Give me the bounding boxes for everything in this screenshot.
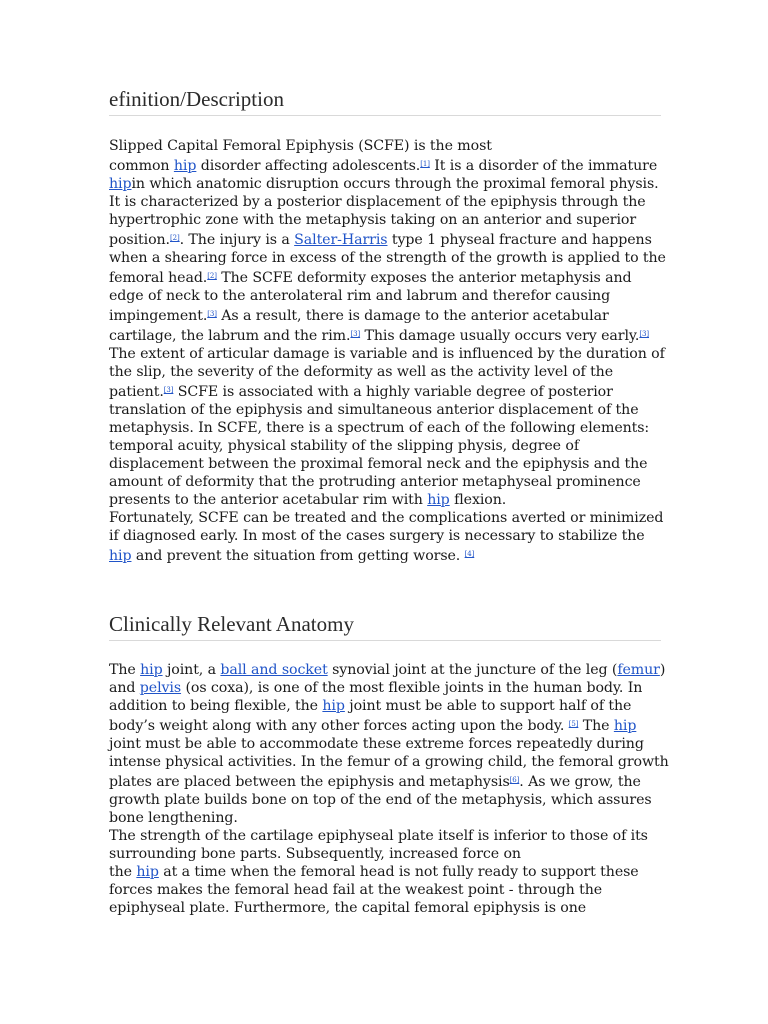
citation-ref[interactable]: [2] — [169, 234, 180, 242]
link-hip[interactable]: hip — [140, 662, 163, 678]
text-run: SCFE is associated with a highly variable degree of posterior translation of the epiphysis and simultaneous anterior displacement of the metaphysis. In SCFE, there is a spectrum of each of the following elements: temporal acuity, physical stability of the slipping physis, degree of displacement between the proximal femoral neck and the epiphysis and the amount of deformity that the protruding anterior metaphyseal prominence presents to the anterior acetabular rim with — [109, 384, 650, 508]
text-run: The extent of articular damage is variable and is influenced by the duration of the slip, the severity of the deformity as well as the activity level of the patient. — [109, 346, 665, 400]
text-run: ) and — [109, 662, 666, 696]
text-run: and prevent the situation from getting worse. — [131, 548, 465, 564]
text-run: (os coxa), is one of the most flexible joints in the human body. In addition to being flexible, the — [109, 680, 643, 714]
link-femur[interactable]: femur — [617, 662, 660, 678]
text-run: Slipped Capital Femoral Epiphysis (SCFE) is the most — [109, 138, 492, 154]
text-run: in which anatomic disruption occurs through the proximal femoral physis. It is characterized by a posterior displacement of the epiphysis through the hypertrophic zone with the metaphysis taking on an anterior and superior position. — [109, 176, 659, 248]
citation-ref[interactable]: [3] — [163, 386, 174, 394]
citation-ref[interactable]: [3] — [350, 330, 361, 338]
text-run: synovial joint at the juncture of the leg ( — [327, 662, 618, 678]
link-ball-and-socket[interactable]: ball and socket — [220, 662, 328, 678]
section-heading-definition: efinition/Description — [109, 86, 661, 116]
text-run: common — [109, 158, 174, 174]
citation-ref[interactable]: [3] — [639, 330, 649, 338]
citation-ref[interactable]: [2] — [207, 272, 217, 280]
text-run: This damage usually occurs very early. — [360, 328, 640, 344]
text-run: The SCFE deformity exposes the anterior metaphysis and edge of neck to the anterolateral rim and labrum and therefor causing impingement. — [109, 270, 632, 324]
link-hip[interactable]: hip — [109, 548, 132, 564]
link-pelvis[interactable]: pelvis — [139, 680, 182, 696]
citation-ref[interactable]: [6] — [509, 776, 520, 784]
section-heading-anatomy: Clinically Relevant Anatomy — [109, 611, 661, 641]
link-hip[interactable]: hip — [427, 492, 450, 508]
text-run: the — [109, 864, 137, 880]
text-run: flexion. — [449, 492, 507, 508]
link-salter-harris[interactable]: Salter-Harris — [294, 232, 388, 248]
link-hip[interactable]: hip — [136, 864, 159, 880]
text-run: Fortunately, SCFE can be treated and the complications averted or minimized if diagnosed early. In most of the cases surgery is necessary to stabilize the — [109, 510, 664, 544]
text-run: The — [578, 718, 614, 734]
text-run: The — [109, 662, 141, 678]
citation-ref[interactable]: [1] — [420, 160, 430, 168]
text-run: . The injury is a — [179, 232, 295, 248]
text-run: The strength of the cartilage epiphyseal plate itself is inferior to those of its surrounding bone parts. Subsequently, increased force on — [109, 828, 648, 862]
citation-ref[interactable]: [4] — [464, 550, 475, 558]
citation-ref[interactable]: [3] — [207, 310, 217, 318]
text-run: . As we grow, the growth plate builds bone on top of the end of the metaphysis, which assures bone lengthening. — [109, 774, 652, 826]
anatomy-paragraph — [109, 661, 669, 917]
text-run: joint, a — [162, 662, 221, 678]
link-hip[interactable]: hip — [109, 176, 132, 192]
text-run: disorder affecting adolescents. — [196, 158, 421, 174]
link-hip[interactable]: hip — [322, 698, 345, 714]
text-run: type 1 physeal fracture and happens when a shearing force in excess of the strength of the growth is applied to the femoral head. — [109, 232, 666, 286]
definition-paragraph — [109, 137, 669, 565]
text-run: joint must be able to support half of the body’s weight along with any other forces acting upon the body. — [109, 698, 632, 734]
text-run: joint must be able to accommodate these extreme forces repeatedly during intense physical activities. In the femur of a growing child, the femoral growth plates are placed between the epiphysis and metaphysis — [109, 736, 669, 790]
citation-ref[interactable]: [5] — [568, 720, 579, 728]
text-run: at a time when the femoral head is not fully ready to support these forces makes the femoral head fail at the weakest point - through the epiphyseal plate. Furthermore, the capital femoral epiphysis is one — [109, 864, 639, 916]
text-run: As a result, there is damage to the anterior acetabular cartilage, the labrum and the rim. — [109, 308, 609, 344]
link-hip[interactable]: hip — [173, 158, 197, 174]
text-run: It is a disorder of the immature — [429, 158, 658, 174]
link-hip[interactable]: hip — [613, 718, 637, 734]
